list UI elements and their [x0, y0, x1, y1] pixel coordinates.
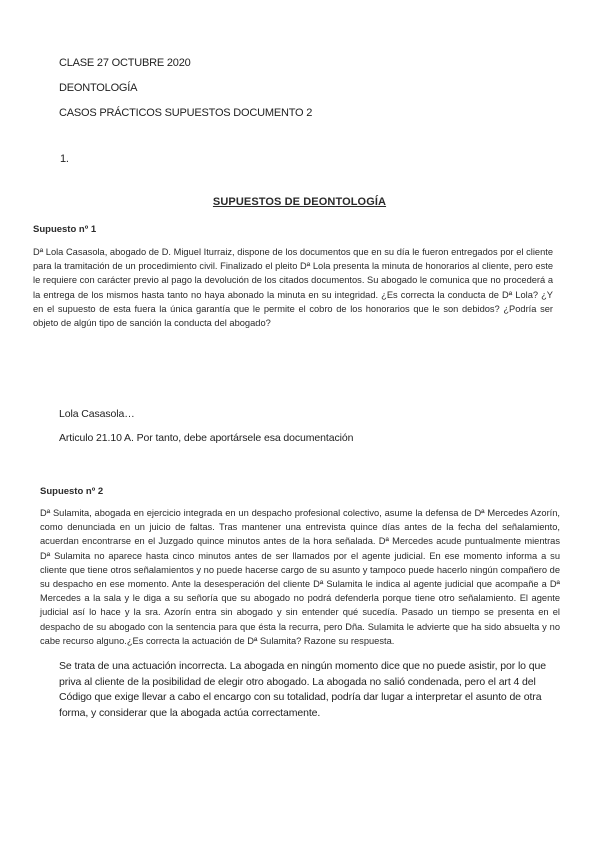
class-date: CLASE 27 OCTUBRE 2020	[59, 57, 191, 69]
cases-document-heading: CASOS PRÁCTICOS SUPUESTOS DOCUMENTO 2	[59, 107, 313, 119]
case-1-text: Dª Lola Casasola, abogado de D. Miguel Iturraiz, dispone de los documentos que en su día le fueron entregados por el cliente para la tramitación de un procedimiento civil. Finalizado el pleito Dª Lola presenta la minuta de honorarios al cliente, pero este le requiere con carácter previo al pago la devolución de los citados documentos. Su abogado le comunica que no procederá a la entrega de los mismos hasta tanto no haya abonado la minuta en su integridad. ¿Es correcta la conducta de Dª Lola? ¿Y en el supuesto de esta fuera la única garantía que le permite el cobro de los honorarios que le son debidos? ¿Podría ser objeto de algún tipo de sanción la conducta del abogado?	[33, 247, 553, 329]
answer-2-text: Se trata de una actuación incorrecta. La abogada en ningún momento dice que no puede asistir, por lo que priva al cliente de la posibilidad de elegir otro abogado. La abogada no salió condenada, pero el art 4 del Código que exige llevar a cabo el encargo con su totalidad, podría dar lugar a interpretar el asunto de otra forma, y considerar que la abogada actúa correctamente.	[59, 660, 546, 719]
case-2-text: Dª Sulamita, abogada en ejercicio integrada en un despacho profesional colectivo, asume la defensa de Dª Mercedes Azorín, como denunciada en un juicio de faltas. Tras mantener una entrevista quince días antes de la fecha del señalamiento, acuerdan encontrarse en el Juzgado quince minutos antes de la hora señalada. Dª Mercedes acude puntualmente mientras Dª Sulamita no aparece hasta cinco minutos antes de ser llamados por el agente judicial. En ese momento informa a su cliente que tiene otros señalamientos y no puede hacerse cargo de su asunto y tampoco puede hacerlo ningún compañero de su despacho en ese momento. Ante la desesperación del cliente Dª Sulamita le indica al agente judicial que acompañe a Dª Mercedes a la sala y le diga a su señoría que su abogado no podrá defenderla porque tiene otro señalamiento. El agente judicial así lo hace y la sra. Azorín entra sin abogado y sin entender qué sucedía. Pasado un tiempo se presenta en el despacho de su abogado con la sentencia para que ésta la recurra, pero Dña. Sulamita le advierte que ha sido absuelta y no cabe recurso alguno.¿Es correcta la actuación de Dª Sulamita? Razone su respuesta.	[40, 508, 560, 646]
subject-heading: DEONTOLOGÍA	[59, 82, 138, 94]
answer-1-line-2: Articulo 21.10 A. Por tanto, debe aportársele esa documentación	[59, 432, 354, 444]
case-1-heading: Supuesto nº 1	[33, 224, 97, 235]
case-2-heading: Supuesto nº 2	[40, 486, 104, 497]
document-title: SUPUESTOS DE DEONTOLOGÍA	[212, 196, 387, 208]
answer-1-line-1: Lola Casasola…	[59, 408, 135, 420]
item-number: 1.	[60, 153, 69, 165]
